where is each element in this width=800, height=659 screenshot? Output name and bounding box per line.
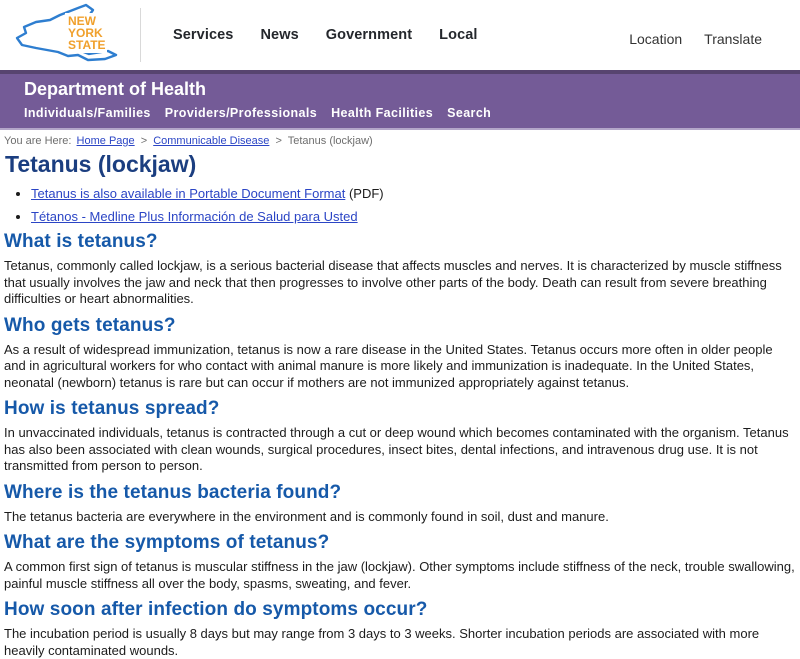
section-text: The tetanus bacteria are everywhere in the environment and is commonly found in soil, dust and manure.	[4, 508, 609, 524]
agency-nav-search[interactable]: Search	[447, 106, 492, 120]
main-nav	[173, 27, 478, 43]
agency-nav-individuals-families[interactable]: Individuals/Families	[24, 106, 151, 120]
section-incubation	[4, 600, 795, 659]
breadcrumb-separator: >	[275, 135, 282, 147]
list-item	[31, 209, 795, 224]
nav-item-news[interactable]: News	[260, 27, 299, 43]
agency-title[interactable]: Department of Health	[24, 79, 207, 99]
utility-nav	[629, 31, 762, 47]
medline-spanish-link[interactable]: Tétanos - Medline Plus Información de Salud para Usted	[31, 209, 358, 224]
section-symptoms	[4, 533, 795, 592]
agency-banner	[0, 70, 800, 130]
section-text: A common first sign of tetanus is muscular stiffness in the jaw (lockjaw). Other symptoms include stiffness of the neck, trouble swallowing, painful muscle stiffness all over the body, spasms, sweating, and fever.	[4, 559, 795, 591]
pdf-suffix: (PDF)	[345, 186, 384, 201]
nav-item-services[interactable]: Services	[173, 27, 234, 43]
breadcrumb-link-communicable-disease[interactable]: Communicable Disease	[153, 135, 270, 147]
section-heading: Who gets tetanus?	[4, 314, 176, 336]
section-heading: What are the symptoms of tetanus?	[4, 532, 330, 553]
section-how-is-tetanus-spread	[4, 399, 795, 475]
page-content	[0, 151, 800, 659]
utility-location[interactable]: Location	[629, 31, 683, 47]
breadcrumb-link-home[interactable]: Home Page	[76, 135, 135, 147]
section-what-is-tetanus	[4, 232, 795, 308]
breadcrumb-separator: >	[140, 135, 148, 147]
section-heading: How soon after infection do symptoms occur?	[4, 599, 428, 620]
section-text: In unvaccinated individuals, tetanus is contracted through a cut or deep wound which becomes contaminated with the organism. Tetanus has also been associated with clean wounds, surgical procedures, insect bites, dental infections, and intravenous drug use. It is not transmitted from person to person.	[4, 425, 789, 473]
breadcrumb-prefix: You are Here:	[4, 135, 72, 147]
logo-text-line: YORK	[68, 26, 103, 40]
pdf-link[interactable]: Tetanus is also available in Portable Document Format	[31, 186, 346, 201]
utility-translate[interactable]: Translate	[704, 31, 762, 47]
breadcrumb-current: Tetanus (lockjaw)	[287, 135, 373, 147]
agency-nav	[24, 106, 800, 121]
logo-text-line: STATE	[68, 38, 106, 52]
section-where-is-bacteria-found	[4, 483, 795, 526]
breadcrumb	[0, 130, 800, 148]
section-who-gets-tetanus	[4, 316, 795, 392]
related-links	[4, 186, 795, 224]
section-heading: How is tetanus spread?	[4, 398, 220, 419]
agency-nav-health-facilities[interactable]: Health Facilities	[331, 106, 434, 120]
nav-item-government[interactable]: Government	[325, 27, 413, 43]
nys-logo[interactable]	[0, 0, 140, 70]
section-text: The incubation period is usually 8 days but may range from 3 days to 3 weeks. Shorter incubation periods are associated with more heavily contaminated wounds.	[4, 626, 760, 658]
agency-nav-providers-professionals[interactable]: Providers/Professionals	[164, 106, 318, 120]
section-text: Tetanus, commonly called lockjaw, is a serious bacterial disease that affects muscles and nerves. It is characterized by muscle stiffness that usually involves the jaw and neck that then progresses to involve other parts of the body. Death can result from severe breathing difficulties or heart abnormalities.	[4, 258, 782, 306]
logo-text-line: NEW	[68, 14, 96, 28]
section-heading: What is tetanus?	[4, 231, 158, 252]
section-heading: Where is the tetanus bacteria found?	[4, 481, 342, 503]
list-item	[31, 186, 795, 201]
ny-state-outline-icon	[10, 3, 130, 67]
section-text: As a result of widespread immunization, tetanus is now a rare disease in the United States. Tetanus occurs more often in older people and in agricultural workers for who contact with animal manure is more likely and immunization is inadequate. In the United States, neonatal (newborn) tetanus is rare but can occur if mothers are not immunized appropriately against tetanus.	[4, 341, 773, 390]
page-title: Tetanus (lockjaw)	[5, 151, 197, 177]
nav-item-local[interactable]: Local	[439, 27, 478, 43]
header-divider	[140, 8, 141, 62]
site-header	[0, 0, 800, 70]
